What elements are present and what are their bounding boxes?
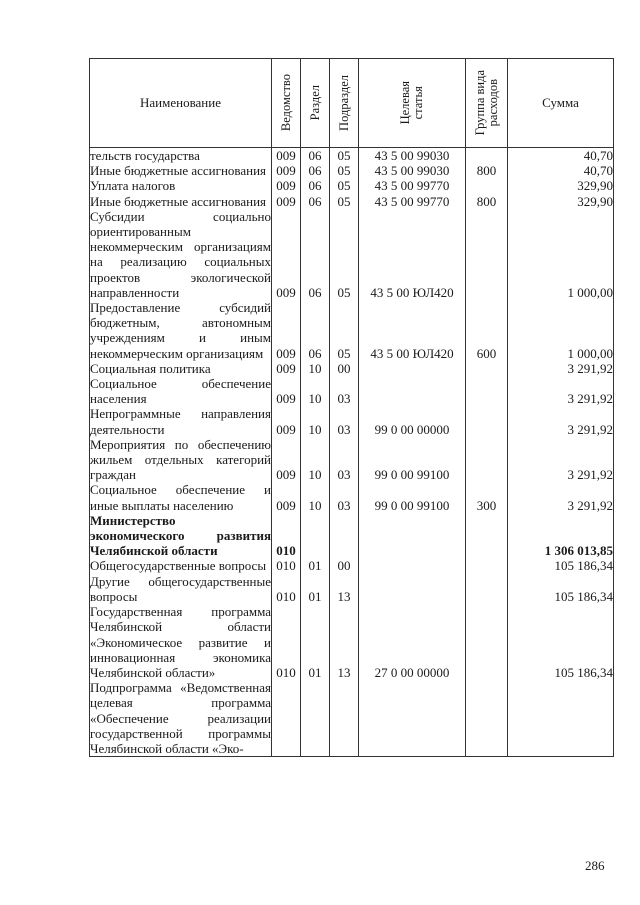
row-razdel: 06 [301,194,330,209]
row-name: Социальное обеспечение населения [90,376,271,407]
row-vedomstvo: 010 [272,574,301,604]
row-stat [359,574,466,604]
row-stat: 99 0 00 00000 [359,406,466,436]
table-row [90,437,614,483]
row-vedomstvo: 009 [272,209,301,300]
row-vedomstvo: 009 [272,194,301,209]
table-row [90,209,614,300]
row-podrazdel [330,680,359,757]
row-vid [466,148,508,164]
row-vid [466,604,508,680]
row-vid [466,406,508,436]
row-vedomstvo: 010 [272,513,301,559]
row-vedomstvo: 010 [272,604,301,680]
row-name: Уплата налогов [90,178,272,193]
row-name: Министерство экономического развития Челябинской области [90,512,271,559]
row-vid: 300 [466,482,508,512]
row-vid [466,680,508,757]
row-podrazdel: 03 [330,406,359,436]
row-vid [466,574,508,604]
table-row [90,604,614,680]
row-stat [359,376,466,406]
header-stat [359,59,466,148]
row-vid [466,178,508,193]
row-vid [466,376,508,406]
row-podrazdel: 13 [330,604,359,680]
row-podrazdel: 03 [330,482,359,512]
row-stat: 43 5 00 99030 [359,163,466,178]
table-row [90,148,614,164]
row-sum: 40,70 [508,148,614,164]
row-sum: 3 291,92 [508,376,614,406]
table-row [90,406,614,436]
row-stat [359,361,466,376]
row-stat: 43 5 00 99030 [359,148,466,164]
header-vedomstvo-label: Ведомство [278,74,293,132]
row-podrazdel: 05 [330,300,359,361]
row-vedomstvo: 009 [272,406,301,436]
row-stat: 27 0 00 00000 [359,604,466,680]
table-row [90,300,614,361]
table-row [90,482,614,512]
row-sum: 1 000,00 [508,209,614,300]
row-sum: 105 186,34 [508,558,614,573]
row-sum: 40,70 [508,163,614,178]
row-stat: 99 0 00 99100 [359,437,466,483]
row-vedomstvo: 009 [272,376,301,406]
header-name: Наименование [90,59,272,148]
row-sum: 105 186,34 [508,574,614,604]
row-razdel: 01 [301,604,330,680]
row-stat: 43 5 00 99770 [359,194,466,209]
row-name: Подпрограмма «Ведомственная целевая программа «Обеспечение реализации государственной программы Челябинской области «Эко- [90,680,271,756]
row-vedomstvo: 009 [272,437,301,483]
row-sum: 3 291,92 [508,437,614,483]
row-vedomstvo: 009 [272,148,301,164]
row-stat: 43 5 00 ЮЛ420 [359,300,466,361]
row-sum: 3 291,92 [508,482,614,512]
row-stat: 43 5 00 ЮЛ420 [359,209,466,300]
row-sum: 1 306 013,85 [508,513,614,559]
row-vid [466,437,508,483]
row-vid [466,558,508,573]
header-podrazdel [330,59,359,148]
row-name: Мероприятия по обеспечению жильем отдельных категорий граждан [90,436,271,483]
row-name: Социальное обеспечение и иные выплаты населению [90,482,271,513]
table-row [90,574,614,604]
row-stat [359,513,466,559]
row-vedomstvo: 009 [272,163,301,178]
table-row [90,163,614,178]
row-razdel [301,513,330,559]
row-podrazdel: 05 [330,194,359,209]
header-vedomstvo [272,59,301,148]
header-stat-label: Целевая статья [398,81,425,125]
row-stat: 43 5 00 99770 [359,178,466,193]
header-vid [466,59,508,148]
row-name: тельств государства [90,148,272,164]
row-vid: 800 [466,163,508,178]
header-razdel [301,59,330,148]
header-podrazdel-label: Подраздел [336,75,351,131]
row-sum: 329,90 [508,194,614,209]
row-vedomstvo: 009 [272,482,301,512]
row-stat [359,558,466,573]
row-vedomstvo: 009 [272,300,301,361]
row-vid [466,209,508,300]
row-razdel: 06 [301,178,330,193]
row-name: Другие общегосударственные вопросы [90,573,271,604]
row-sum: 1 000,00 [508,300,614,361]
table-row [90,194,614,209]
row-podrazdel: 03 [330,376,359,406]
row-name: Общегосударственные вопросы [90,558,272,573]
row-vid [466,361,508,376]
row-podrazdel [330,513,359,559]
row-vid [466,513,508,559]
row-podrazdel: 05 [330,148,359,164]
row-razdel: 10 [301,406,330,436]
row-razdel: 10 [301,376,330,406]
row-sum: 3 291,92 [508,406,614,436]
row-razdel: 01 [301,574,330,604]
page-number: 286 [585,858,605,873]
row-vedomstvo: 009 [272,361,301,376]
row-name: Предоставление субсидий бюджетным, автономным учреждениям и иным некоммерческим организациям [90,300,271,361]
row-podrazdel: 05 [330,163,359,178]
row-podrazdel: 00 [330,361,359,376]
row-name: Иные бюджетные ассигнования [90,163,272,178]
table-row [90,680,614,757]
row-vid: 600 [466,300,508,361]
row-podrazdel: 03 [330,437,359,483]
table-header-row [90,59,614,148]
row-razdel: 10 [301,437,330,483]
row-razdel: 10 [301,361,330,376]
table-row [90,558,614,573]
row-razdel: 10 [301,482,330,512]
row-name: Иные бюджетные ассигнования [90,194,272,209]
row-vid: 800 [466,194,508,209]
row-razdel: 06 [301,163,330,178]
row-podrazdel: 13 [330,574,359,604]
budget-table [89,58,614,757]
row-vedomstvo: 010 [272,558,301,573]
row-name: Социальная политика [90,361,272,376]
row-name: Государственная программа Челябинской области «Экономическое развитие и инновационная экономика Челябинской области» [90,604,271,680]
row-vedomstvo: 009 [272,178,301,193]
header-summa: Сумма [508,59,614,148]
row-sum: 3 291,92 [508,361,614,376]
header-razdel-label: Раздел [307,85,322,121]
row-podrazdel: 05 [330,178,359,193]
row-stat: 99 0 00 99100 [359,482,466,512]
table-row [90,513,614,559]
table-row [90,361,614,376]
row-name: Непрограммные направления деятельности [90,406,271,437]
table-row [90,376,614,406]
row-sum: 329,90 [508,178,614,193]
row-name: Субсидии социально ориентированным некоммерческим организациям на реализацию социальных проектов экологической направленности [90,208,271,300]
row-razdel: 06 [301,300,330,361]
table-row [90,178,614,193]
row-stat [359,680,466,757]
row-sum: 105 186,34 [508,604,614,680]
row-podrazdel: 05 [330,209,359,300]
row-vedomstvo [272,680,301,757]
row-podrazdel: 00 [330,558,359,573]
header-vid-label: Группа вида расходов [472,70,500,136]
row-razdel [301,680,330,757]
row-sum [508,680,614,757]
row-razdel: 06 [301,209,330,300]
row-razdel: 01 [301,558,330,573]
row-razdel: 06 [301,148,330,164]
